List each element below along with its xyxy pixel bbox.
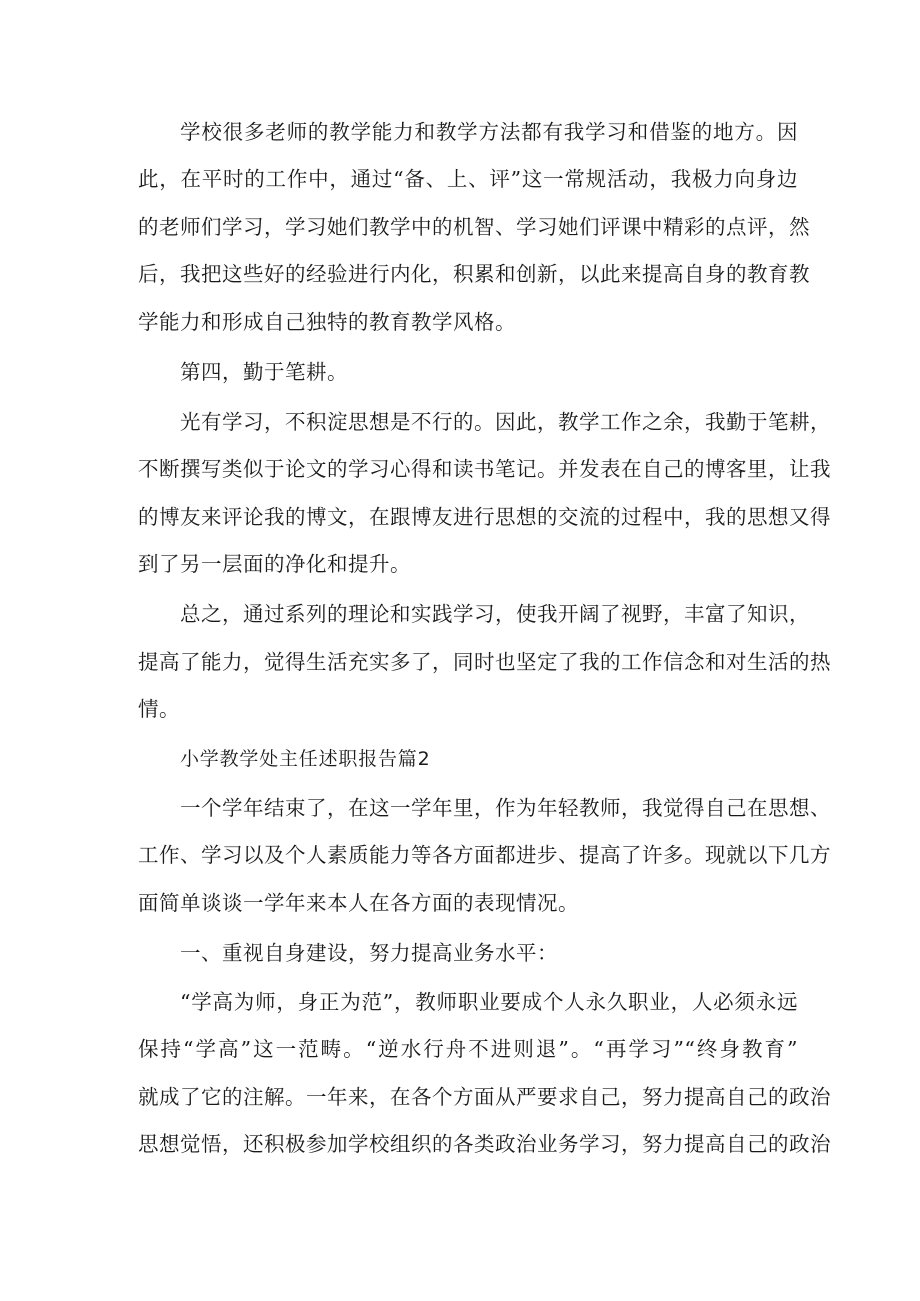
paragraph-line: 保持“学高”这一范畴。“逆水行舟不进则退”。“再学习”“终身教育” xyxy=(138,1037,798,1061)
paragraph-line: 就成了它的注解。一年来，在各个方面从严要求自己，努力提高自己的政治 xyxy=(138,1085,831,1109)
paragraph-line: “学高为师，身正为范”，教师职业要成个人永久职业，人必须永远 xyxy=(180,990,798,1014)
paragraph-line: 光有学习，不积淀思想是不行的。因此，教学工作之余，我勤于笔耕， xyxy=(180,410,831,434)
paragraph-line: 一个学年结束了，在这一学年里，作为年轻教师，我觉得自己在思想、 xyxy=(180,796,831,820)
section-heading: 第四，勤于笔耕。 xyxy=(180,360,348,384)
paragraph-line: 情。 xyxy=(138,697,180,721)
paragraph-line: 后，我把这些好的经验进行内化，积累和创新，以此来提高自身的教育教 xyxy=(138,262,810,286)
paragraph-line: 到了另一层面的净化和提升。 xyxy=(138,552,411,576)
paragraph-line: 学能力和形成自己独特的教育教学风格。 xyxy=(138,310,516,334)
report-title: 小学教学处主任述职报告篇2 xyxy=(180,748,431,770)
paragraph-line: 提高了能力，觉得生活充实多了，同时也坚定了我的工作信念和对生活的热 xyxy=(138,650,831,674)
paragraph-line: 总之，通过系列的理论和实践学习，使我开阔了视野，丰富了知识， xyxy=(180,602,810,626)
paragraph-line: 不断撰写类似于论文的学习心得和读书笔记。并发表在自己的博客里，让我 xyxy=(138,457,831,481)
paragraph-line: 面简单谈谈一学年来本人在各方面的表现情况。 xyxy=(138,891,579,915)
paragraph-line: 思想觉悟，还积极参加学校组织的各类政治业务学习，努力提高自己的政治 xyxy=(138,1132,831,1156)
paragraph-line: 工作、学习以及个人素质能力等各方面都进步、提高了许多。现就以下几方 xyxy=(138,843,831,867)
paragraph-line: 的老师们学习，学习她们教学中的机智、学习她们评课中精彩的点评，然 xyxy=(138,215,810,239)
section-heading: 一、重视自身建设，努力提高业务水平： xyxy=(180,941,558,965)
paragraph-line: 学校很多老师的教学能力和教学方法都有我学习和借鉴的地方。因 xyxy=(180,120,798,144)
paragraph-line: 此，在平时的工作中，通过“备、上、评”这一常规活动，我极力向身边 xyxy=(138,167,798,191)
paragraph-line: 的博友来评论我的博文，在跟博友进行思想的交流的过程中，我的思想又得 xyxy=(138,505,831,529)
